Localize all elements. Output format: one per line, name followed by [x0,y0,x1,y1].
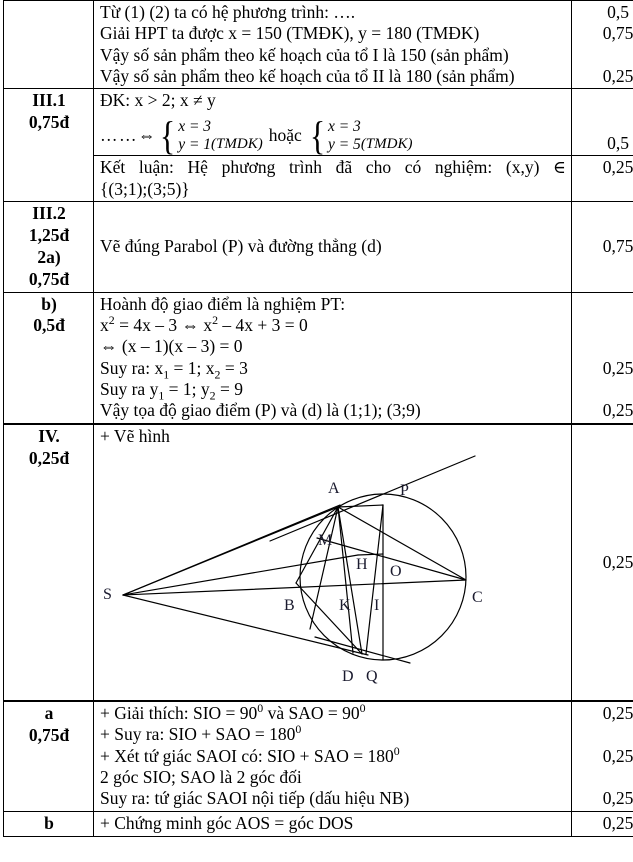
brace-note: (TMDK) [360,135,413,152]
score-value: 0,25 [602,157,633,178]
score-value: 0,5 [607,2,629,22]
brace-line-bottom: y = 5 [327,136,361,153]
score-value: 0,25 [602,400,633,421]
body-line-sum: + Suy ra: SIO + SAO = $180^0$ [100,722,302,745]
body-line: Hoành độ giao điểm là nghiệm PT: [100,293,346,314]
code-line: 0,5đ [33,315,65,336]
tangent-line-lower [315,637,410,663]
table-row [4,156,633,202]
row-body-cell-condition [94,89,572,156]
table-row [4,292,633,424]
table-row [4,701,633,811]
body-line: Giải HPT ta được x = 150 (TMĐK), y = 180 (TMĐK) [100,23,480,44]
score-value: 0,75 [602,23,633,44]
body-line: + Vẽ hình [100,425,170,446]
row-score-cell [572,156,633,202]
segment-sc [123,580,466,595]
label-A: A [328,480,340,497]
code-line: b) [41,293,57,314]
row-body-cell-proof-a [94,701,572,811]
score-value: 0,25 [602,551,633,572]
score-spacer [578,112,633,133]
label-O: O [390,563,402,580]
body-line: ĐK: x > 2; x ≠ y [100,90,216,111]
brace-line-top: x = 3 [327,117,361,135]
code-line: 1,25đ [28,224,70,245]
table-row [4,811,633,836]
conjunction-label: hoặc [268,125,302,146]
label-Q: Q [366,668,378,685]
row-code-cell-b2 [4,811,94,836]
row-body-cell [94,1,572,89]
row-score-cell [572,202,633,293]
body-line: {(3;1);(3;5)} [100,178,190,199]
row-score-cell [572,811,633,836]
system-equation-row [100,113,566,158]
code-line: III.1 [32,90,66,111]
label-C: C [472,589,483,606]
row-code-cell-a [4,701,94,811]
row-score-cell [572,701,633,811]
row-score-cell [572,292,633,424]
code-line: 0,75đ [28,268,70,289]
figure-label-group [103,480,483,685]
code-stack [10,426,88,470]
score-spacer [578,724,633,745]
label-P: P [400,482,409,499]
body-line: Từ (1) (2) ta có hệ phương trình: …. [100,2,356,22]
geometry-figure [100,447,566,699]
label-K: K [339,597,351,614]
body-line: 2 góc SIO; SAO là 2 góc đối [100,767,302,788]
code-stack [10,703,88,747]
table-row [4,424,633,701]
score-value: 0,25 [602,788,633,809]
body-line: ⇔ (x – 1)(x – 3) = 0 [100,336,243,357]
code-line: 0,25đ [28,447,70,468]
code-stack [10,294,88,338]
score-spacer [578,767,633,788]
row-code-cell-empty [4,1,94,89]
row-score-cell [572,89,633,156]
row-code-cell-continued [4,156,94,202]
body-line: Vậy số sản phẩm theo kế hoạch của tổ II là 180 (sản phẩm) [100,66,515,87]
score-value: 0,25 [602,357,633,378]
row-score-cell [572,424,633,701]
row-body-cell-figure [94,424,572,701]
label-D: D [342,668,354,685]
left-brace-icon: { [159,113,176,158]
equation-prefix: ……⇔ [100,125,157,146]
code-line: IV. [38,425,60,446]
score-value: 0,25 [602,812,633,833]
body-line-roots-x: Suy ra: $x_1 = 1$; $x_2 = 3$ [100,357,248,382]
code-line: b [44,812,54,833]
left-brace-icon: { [309,113,326,158]
body-line: Suy ra: tứ giác SAOI nội tiếp (dấu hiệu NB) [100,788,410,809]
score-value: 0,5 [607,133,629,154]
table-row [4,202,633,293]
row-code-cell-b [4,292,94,424]
score-value: 0,25 [602,703,633,723]
segment-sa [123,507,338,595]
code-line: 0,75đ [28,724,70,745]
brace-lines-2 [328,118,361,155]
row-body-cell-proof-b [94,811,572,836]
table-row [4,89,633,156]
code-stack [10,203,88,291]
code-line: 2a) [37,246,61,267]
row-code-cell-iv [4,424,94,701]
body-line: Vậy tọa độ giao điểm (P) và (d) là (1;1); (3;9) [100,400,421,421]
brace-lines-1 [178,118,211,155]
brace-line-bottom: y = 1 [178,136,212,153]
row-code-cell-iii-2 [4,202,94,293]
row-body-cell-conclusion [94,156,572,202]
brace-group-1 [158,113,263,158]
code-line: a [44,703,54,723]
brace-group-2 [308,113,413,158]
row-body-cell-intersection [94,292,572,424]
code-stack [10,90,88,134]
segment-sd [123,595,368,655]
label-M: M [318,532,333,549]
code-stack [10,813,88,835]
geometry-svg [100,447,552,699]
label-H: H [356,556,368,573]
segment-ap [338,505,383,507]
grading-table [3,0,633,837]
tangent-line-upper [270,456,475,541]
score-spacer [578,379,633,400]
score-value: 0,25 [602,745,633,766]
label-S: S [103,586,112,603]
body-line: Kết luận: Hệ phương trình đã cho có nghiệm: (x,y) ∈ [100,157,566,178]
row-score-cell [572,1,633,89]
body-line-quad: + Xét tứ giác SAOI có: SIO + SAO = $180^0$ [100,743,400,766]
row-code-cell-iii-1 [4,89,94,156]
label-I: I [374,597,380,614]
score-spacer [578,315,633,336]
code-line: 0,75đ [28,112,70,133]
body-line-explain: + Giải thích: SIO = $90^0$ và SAO = $90^0$ [100,701,366,723]
label-B: B [284,597,295,614]
segment-am-ext [310,507,338,629]
body-line: Vẽ đúng Parabol (P) và đường thẳng (d) [100,236,382,257]
score-spacer [578,90,633,111]
row-body-cell-parabola [94,202,572,293]
score-value: 0,25 [602,66,633,87]
body-line: Vậy số sản phẩm theo kế hoạch của tổ I là 150 (sản phẩm) [100,44,509,65]
score-spacer [578,45,633,66]
brace-line-top: x = 3 [178,117,212,135]
score-spacer [578,294,633,315]
segment-h-o [358,554,383,555]
body-line-roots-y: Suy ra $y_1 = 1$; $y_2 = 9$ [100,378,243,403]
brace-note: (TMDK) [211,135,263,152]
code-line: III.2 [32,203,66,224]
body-line: + Chứng minh góc AOS = góc DOS [100,812,354,833]
table-row [4,1,633,89]
body-line-equation: $x^2 = 4x - 3$ ⇔ $x^2 - 4x + 3 = 0$ [100,313,308,335]
score-value: 0,75 [602,236,633,257]
score-spacer [578,336,633,357]
